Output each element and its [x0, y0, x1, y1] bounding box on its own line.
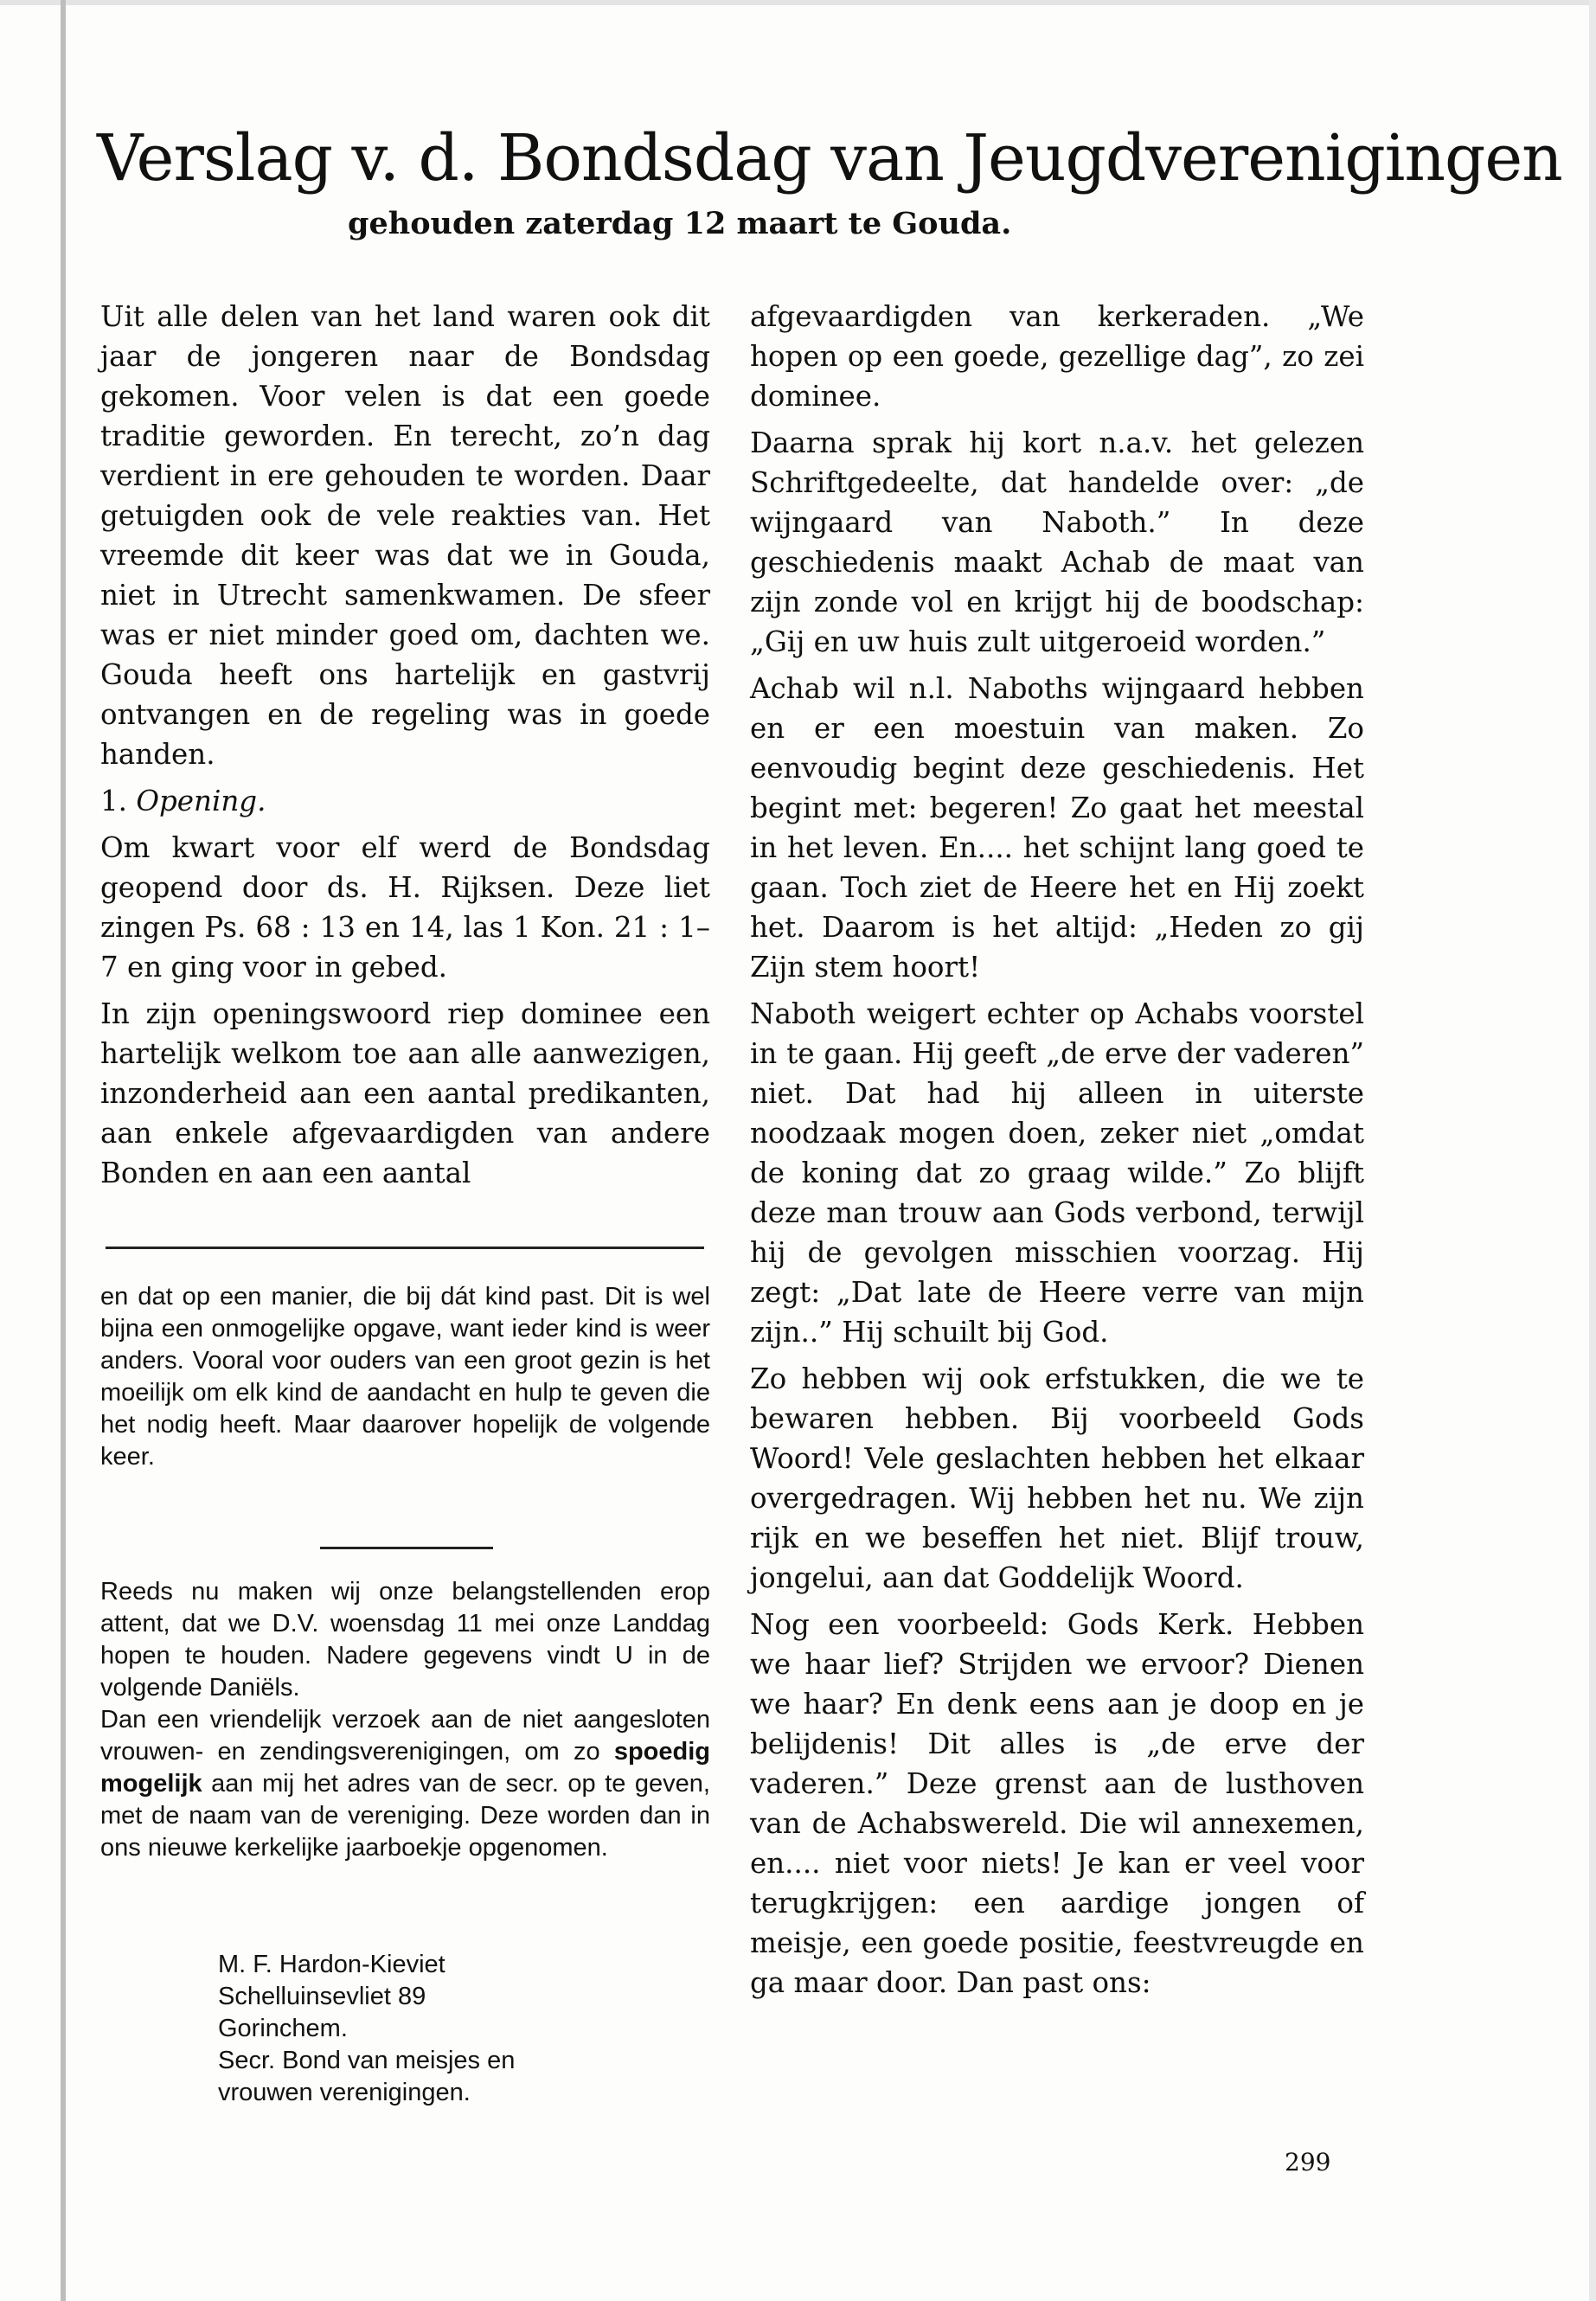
- section-heading-opening: [100, 781, 710, 821]
- left-column: [100, 297, 710, 1200]
- landdag-paragraph: Reeds nu maken wij onze belangstellenden erop attent, dat we D.V. woensdag 11 mei onze Landdag hopen te houden. Nadere gegevens vindt U in de volgende Daniëls.: [100, 1578, 710, 1702]
- intro-paragraph: Uit alle delen van het land waren ook dit jaar de jongeren naar de Bondsdag gekomen. Voor velen is dat een goede traditie geworden. En terecht, zo’n dag verdient in ere gehouden te worden. Daar getuigden ook de vele reakties van. Het vreemde dit keer was dat we in Gouda, niet in Utrecht samenkwamen. De sfeer was er niet minder goed om, dachten we. Gouda heeft ons hartelijk en gastvrij ontvangen en de regeling was in goede handen.: [100, 300, 710, 771]
- notice-divider-rule: [320, 1547, 493, 1549]
- article-subtitle: gehouden zaterdag 12 maart te Gouda.: [348, 206, 1012, 241]
- right-paragraph-6: Nog een voorbeeld: Gods Kerk. Hebben we haar lief? Strijden we ervoor? Dienen we haar? En denk eens aan je doop en je belijdenis! Dit alles is „de erve der vaderen.” Deze grenst aan de lusthoven van de Achabswereld. Die wil annexemen, en.... niet voor niets! Je kan er veel voor terugkrijgen: een aardige jongen of meisje, een goede positie, feestvreugde en ga maar door. Dan past ons:: [750, 1608, 1364, 1999]
- right-paragraph-2: Daarna sprak hij kort n.a.v. het gelezen Schriftgedeelte, dat handelde over: „de wijngaard van Naboth.” In deze geschiedenis maakt Achab de maat van zijn zonde vol en krijgt hij de boodschap: „Gij en uw huis zult uitgeroeid worden.”: [750, 426, 1364, 658]
- section-title: Opening.: [136, 785, 266, 817]
- landdag-notice: [100, 1576, 710, 1864]
- signature-city: Gorinchem.: [218, 2015, 348, 2042]
- page-edge-left: [61, 0, 66, 2301]
- page-edge-top: [0, 0, 1596, 5]
- opening-paragraph-1: Om kwart voor elf werd de Bondsdag geopend door ds. H. Rijksen. Deze liet zingen Ps. 68 : 13 en 14, las 1 Kon. 21 : 1–7 en ging voor in gebed.: [100, 831, 710, 984]
- right-column: [750, 297, 1364, 2009]
- signature-block: [218, 1949, 702, 2109]
- signature-role-line-2: vrouwen verenigingen.: [218, 2079, 471, 2106]
- right-paragraph-1: afgevaardigden van kerkeraden. „We hopen op een goede, gezellige dag”, zo zei dominee.: [750, 300, 1364, 413]
- opening-paragraph-2: In zijn openingswoord riep dominee een hartelijk welkom toe aan alle aanwezigen, inzonderheid aan een aantal predikanten, aan enkele afgevaardigden van andere Bonden en aan een aantal: [100, 997, 710, 1189]
- notice-continuation: [100, 1281, 710, 1473]
- right-paragraph-5: Zo hebben wij ook erfstukken, die we te bewaren hebben. Bij voorbeeld Gods Woord! Vele geslachten hebben het elkaar overgedragen. Wij hebben het nu. We zijn rijk en we beseffen het niet. Blijf trouw, jongelui, aan dat Goddelijk Woord.: [750, 1362, 1364, 1594]
- article-title: Verslag v. d. Bondsdag van Jeugdverenigingen: [97, 121, 1562, 195]
- request-paragraph: [100, 1704, 710, 1864]
- notice-continuation-text: en dat op een manier, die bij dát kind past. Dit is wel bijna een onmogelijke opgave, want ieder kind is weer anders. Vooral voor ouders van een groot gezin is het moeilijk om elk kind de aandacht en hulp te geven die het nodig heeft. Maar daarover hopelijk de volgende keer.: [100, 1283, 710, 1471]
- page-edge-right: [1589, 0, 1596, 2301]
- section-number: 1.: [100, 785, 128, 817]
- right-paragraph-4: Naboth weigert echter op Achabs voorstel in te gaan. Hij geeft „de erve der vaderen” niet. Dat had hij alleen in uiterste noodzaak mogen doen, zeker niet „omdat de koning dat zo graag wilde.” Zo blijft deze man trouw aan Gods verbond, terwijl hij de gevolgen misschien voorzag. Hij zegt: „Dat late de Heere verre van mijn zijn..” Hij schuilt bij God.: [750, 997, 1364, 1349]
- signature-role-line-1: Secr. Bond van meisjes en: [218, 2047, 516, 2074]
- page-number: 299: [1285, 2148, 1331, 2176]
- signature-name: M. F. Hardon-Kieviet: [218, 1951, 445, 1978]
- request-text-before: Dan een vriendelijk verzoek aan de niet aangesloten vrouwen- en zendingsverenigingen, om zo: [100, 1706, 710, 1766]
- signature-street: Schelluinsevliet 89: [218, 1983, 426, 2010]
- request-text-after: aan mij het adres van de secr. op te geven, met de naam van de vereniging. Deze worden dan in ons nieuwe kerkelijke jaarboekje opgenomen.: [100, 1770, 710, 1862]
- column-divider-rule: [106, 1247, 704, 1249]
- request-emphasis: spoedig mogelijk: [100, 1738, 710, 1798]
- right-paragraph-3: Achab wil n.l. Naboths wijngaard hebben en er een moestuin van maken. Zo eenvoudig begint deze geschiedenis. Het begint met: begeren! Zo gaat het meestal in het leven. En.... het schijnt lang goed te gaan. Toch ziet de Heere het en Hij zoekt het. Daarom is het altijd: „Heden zo gij Zijn stem hoort!: [750, 672, 1364, 984]
